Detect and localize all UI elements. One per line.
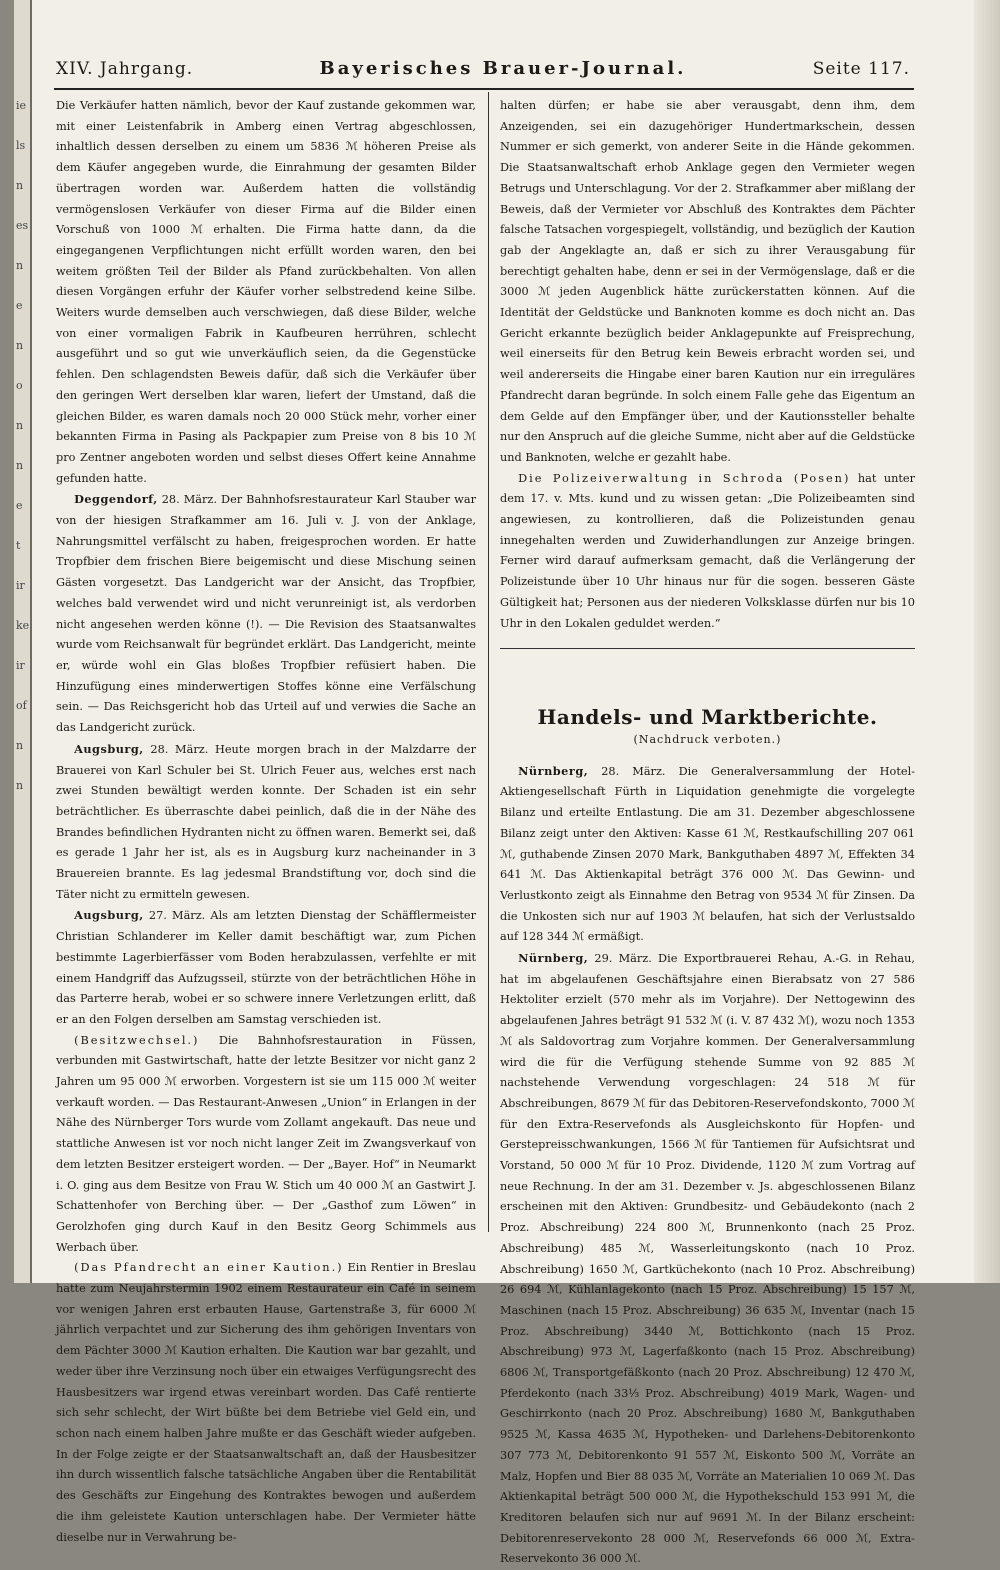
previous-page-fragment: n [16,779,24,792]
article-deggendorf [56,489,476,738]
article-paragraph: Die Verkäufer hatten nämlich, bevor der Kauf zustande gekommen war, mit einer Leistenfabrik in Amberg einen Vertrag abgeschlossen, inhaltlich dessen derselben zu einem um 5836 ℳ höheren Preise als dem Käufer angegeben wurde, die Einrahmung der gesamten Bilder übertragen worden war. Außerdem hatten die vollständig vermögenslosen Verkäufer von dieser Firma auf die Bilder einen Vorschuß von 1000 ℳ erhalten. Die Firma hatte dann, da die eingegangenen Verpflichtungen nicht erfüllt worden waren, den bei weitem größten Teil der Bilder als Pfand zurückbehalten. Von allen diesen Vorgängen erfuhr der Käufer vorher selbstredend keine Silbe. Weiters wurde demselben auch verschwiegen, daß diese Bilder, welche von einer vormaligen Fabrik in Kaufbeuren herrühren, schlecht ausgeführt und so gut wie unverkäuflich seien, da die Gegenstücke fehlen. Den schlagendsten Beweis dafür, daß sich die Verkäufer über den geringen Wert derselben klar waren, liefert der Umstand, daß die gleichen Bilder, es waren damals noch 20 000 Stück mehr, vorher einer bekannten Firma in Pasing als Packpapier zum Preise von 8 bis 10 ℳ pro Zentner angeboten worden und selbst dieses Offert keine Annahme gefunden hatte. [56,99,476,485]
article-text: 28. März. Heute morgen brach in der Malzdarre der Brauerei von Karl Schuler bei St. Ulrich Feuer aus, welches erst nach zwei Stunden bewältigt werden konnte. Der Schaden ist ein sehr beträchtlicher. Es überraschte dabei peinlich, daß die in der Nähe des Brandes befindlichen Hydranten nicht zu öffnen waren. Bemerkt sei, daß es gerade 1 Jahr her ist, als es in Augsburg kurz nacheinander in 3 Brauereien brannte. Es lag jedesmal Brandstiftung vor, doch sind die Täter nicht zu ermitteln gewesen. [56,742,476,901]
article-text: 28. März. Die Generalversammlung der Hotel-Aktiengesellschaft Fürth in Liquidation genehmigte die vorgelegte Bilanz und erteilte Entlastung. Die am 31. Dezember abgeschlossene Bilanz zeigt unter den Aktiven: Kasse 61 ℳ, Restkaufschilling 207 061 ℳ, guthabende Zinsen 2070 Mark, Bankguthaben 4897 ℳ, Effekten 34 641 ℳ. Das Aktienkapital beträgt 376 000 ℳ. Das Gewinn- und Verlustkonto zeigt als Einnahme den Betrag von 9534 ℳ für Zinsen. Da die Unkosten sich nur auf 1903 ℳ belaufen, hat sich der Verlustsaldo auf 128 344 ℳ ermäßigt. [500,764,915,944]
journal-page [14,0,1000,1566]
section-title: Handels- und Marktberichte. [537,705,878,730]
article-pfandrecht [56,1258,476,1548]
page-spine [974,0,1000,1283]
previous-page-fragment: ls [16,139,26,152]
dateline-place: Nürnberg, [518,763,589,778]
article-text: Die Bahnhofsrestauration in Füssen, verbunden mit Gastwirtschaft, hatte der letzte Besitzer vor nicht ganz 2 Jahren um 95 000 ℳ erworben. Vorgestern ist sie um 115 000 ℳ weiter verkauft worden. — Das Restaurant-Anwesen „Union“ in Erlangen in der Nähe des Nürnberger Tors wurde vom Zollamt angekauft. Das neue und stattliche Anwesen ist vor noch nicht langer Zeit im Zwangsverkauf von dem letzten Besitzer ersteigert worden. — Der „Bayer. Hof“ in Neumarkt i. O. ging aus dem Besitze von Frau W. Stich um 40 000 ℳ an Gastwirt J. Schattenhofer von Berching über. — Der „Gasthof zum Löwen“ in Gerolzhofen ging durch Kauf in den Besitz Georg Schimmels aus Werbach über. [56,1033,476,1254]
previous-page-fragment: ie [16,99,27,112]
header-rule [54,88,914,90]
article-continuation: halten dürfen; er habe sie aber verausgabt, denn ihm, dem Anzeigenden, sei ein dazugehöriger Hundertmarkschein, dessen Nummer er sich gemerkt, von anderer Seite in die Hände gekommen. Die Staatsanwaltschaft erhob Anklage gegen den Vermieter wegen Betrugs und Unterschlagung. Vor der 2. Strafkammer aber mißlang der Beweis, daß der Vermieter vor Abschluß des Kontraktes dem Pächter falsche Tatsachen vorgespiegelt, vollständig, und bezüglich der Kaution gab der Angeklagte an, daß er sich zu ihrer Verausgabung für berechtigt gehalten habe, denn er sei in der Vermögenslage, daß er die 3000 ℳ jeden Augenblick hätte zurückerstatten können. Auf die Identität der Geldstücke und Banknoten komme es doch nicht an. Das Gericht erkannte bezüglich beider Anklagepunkte auf Freisprechung, weil einerseits für den Betrug kein Beweis erbracht worden sei, und weil andererseits die Hingabe einer baren Kaution nur ein irreguläres Pfandrecht daran begründe. In solch einem Falle gehe das Eigentum an dem Gelde auf den Empfänger über, und der Kautionssteller behalte nur den Anspruch auf die gleiche Summe, nicht aber auf die Geldstücke und Banknoten, welche er gezahlt habe. [500,99,915,464]
previous-page-fragment: e [16,299,23,312]
previous-page-fragment: n [16,179,24,192]
previous-page-fragment: n [16,459,24,472]
previous-page-fragment: n [16,419,24,432]
previous-page-fragment: n [16,259,24,272]
page-number: Seite 117. [812,59,910,79]
previous-page-fragment: n [16,339,24,352]
article-lead: (Das Pfandrecht an einer Kaution.) [74,1261,344,1275]
section-subtitle: (Nachdruck verboten.) [633,732,782,746]
previous-page-fragment: ir [16,579,25,592]
previous-page-fragment: e [16,499,23,512]
right-column [500,96,915,1570]
article-lead: (Besitzwechsel.) [74,1033,200,1047]
article-text: 29. März. Die Exportbrauerei Rehau, A.-G. in Rehau, hat im abgelaufenen Geschäftsjahre einen Bierabsatz von 27 586 Hektoliter erzielt (570 mehr als im Vorjahre). Der Nettogewinn des abgelaufenen Jahres beträgt 91 532 ℳ (i. V. 87 432 ℳ), wozu noch 1353 ℳ als Saldovortrag zum Vorjahre kommen. Der Generalversammlung wird die für die Verfügung stehende Summe von 92 885 ℳ nachstehende Verwendung vorgeschlagen: 24 518 ℳ für Abschreibungen, 8679 ℳ für das Debitoren-Reservefondskonto, 7000 ℳ für den Extra-Reservefonds als Ausgleichskonto für Hopfen- und Gerstepreisschwankungen, 1566 ℳ für Tantiemen für Aufsichtsrat und Vorstand, 50 000 ℳ für 10 Proz. Dividende, 1120 ℳ zum Vortrag auf neue Rechnung. In der am 31. Dezember v. Js. abgeschlossenen Bilanz erscheinen mit den Aktiven: Grundbesitz- und Gebäudekonto (nach 2 Proz. Abschreibung) 224 800 ℳ, Brunnenkonto (nach 25 Proz. Abschreibung) 485 ℳ, Wasserleitungskonto (nach 10 Proz. Abschreibung) 1650 ℳ, Gartküchekonto (nach 10 Proz. Abschreibung) 26 694 ℳ, Kühlanlagekonto (nach 15 Proz. Abschreibung) 15 157 ℳ, Maschinen (nach 15 Proz. Abschreibung) 36 635 ℳ, Inventar (nach 15 Proz. Abschreibung) 3440 ℳ, Bottichkonto (nach 15 Proz. Abschreibung) 973 ℳ, Lagerfaßkonto (nach 15 Proz. Abschreibung) 6806 ℳ, Transportgefäßkonto (nach 20 Proz. Abschreibung) 12 470 ℳ, Pferdekonto (nach 33⅓ Proz. Abschreibung) 4019 Mark, Wagen- und Geschirrkonto (nach 20 Proz. Abschreibung) 1680 ℳ, Bankguthaben 9525 ℳ, Kassa 4635 ℳ, Hypotheken- und Darlehens-Debitorenkonto 307 773 ℳ, Debitorenkonto 91 557 ℳ, Eiskonto 500 ℳ, Vorräte an Malz, Hopfen und Bier 88 035 ℳ, Vorräte an Materialien 10 069 ℳ. Das Aktienkapital beträgt 500 000 ℳ, die Hypothekschuld 153 991 ℳ, die Kreditoren belaufen sich nur auf 9691 ℳ. In der Bilanz erscheint: Debitorenreservekonto 28 000 ℳ, Reservefonds 66 000 ℳ, Extra-Reservekonto 36 000 ℳ. [500,952,915,1566]
article-text: hat unter dem 17. v. Mts. kund und zu wissen getan: „Die Polizeibeamten sind angewiesen, zu kontrollieren, daß die Polizeistunden genau innegehalten werden und Zuwiderhandlungen zur Anzeige bringen. Ferner wird darauf aufmerksam gemacht, daß die Verlängerung der Polizeistunde über 10 Uhr hinaus nur für die sogen. besseren Gäste Gültigkeit hat; Personen aus der niederen Volksklasse dürfen nur bis 10 Uhr in den Lokalen geduldet werden.“ [500,471,915,630]
previous-page-fragment: of [16,699,27,712]
article-text: Ein Rentier in Breslau hatte zum Neujahrstermin 1902 einem Restaurateur ein Café in seinem vor wenigen Jahren erst erbauten Hause, Gartenstraße 3, für 6000 ℳ jährlich verpachtet und zur Sicherung des ihm gehörigen Inventars von dem Pächter 3000 ℳ Kaution erhalten. Die Kaution war bar gezahlt, und weder über ihre Verzinsung noch über ein etwaiges Verfügungsrecht des Hausbesitzers war irgend etwas vereinbart worden. Das Café rentierte sich sehr schlecht, der Wirt büßte bei dem Betriebe viel Geld ein, und schon nach einem halben Jahre mußte er das Geschäft wieder aufgeben. In der Folge zeigte er der Staatsanwaltschaft an, daß der Hausbesitzer ihn durch wissentlich falsche tatsächliche Angaben über die Rentabilität des Geschäfts zur Eingehung des Kontraktes bewogen und außerdem die ihm geleistete Kaution unterschlagen habe. Der Vermieter hätte dieselbe nur in Verwahrung be- [56,1261,477,1544]
previous-page-fragment: n [16,739,24,752]
dateline-place: Augsburg, [74,908,144,923]
article-text: 27. März. Als am letzten Dienstag der Schäfflermeister Christian Schlanderer im Keller damit beschäftigt war, zum Pichen bestimmte Lagerbierfässer vom Boden herabzulassen, verfehlte er mit einem Handgriff das Aufzugsseil, stürzte von der beträchtlichen Höhe in das Parterre herab, wobei er so schwere innere Verletzungen erlitt, daß er an den Folgen derselben am Samstag verschieden ist. [56,909,476,1026]
article-besitzwechsel [56,1031,476,1259]
column-divider [488,92,489,1232]
dateline-place: Deggendorf, [74,492,158,507]
left-column [56,96,476,1548]
section-heading [500,707,915,750]
previous-page-fragment: es [16,219,29,232]
volume-label: XIV. Jahrgang. [56,59,194,79]
previous-page-fragment: ir [16,659,25,672]
article-lead: Die Polizeiverwaltung in Schroda (Posen) [518,471,851,485]
previous-page-fragment: ke [16,619,30,632]
journal-title: Bayerisches Brauer-Journal. [319,58,687,79]
article-nuernberg-hotel [500,761,915,948]
dateline-place: Nürnberg, [518,951,589,966]
article-nuernberg-rehau [500,948,915,1570]
previous-page-edge [14,0,32,1283]
article-polizeiverwaltung [500,469,915,635]
dateline-place: Augsburg, [74,741,144,756]
previous-page-fragment: o [16,379,23,392]
section-rule [500,648,915,649]
article-augsburg-accident [56,905,476,1030]
page-header [56,58,910,86]
article-augsburg-fire [56,739,476,906]
article-text: 28. März. Der Bahnhofsrestaurateur Karl Stauber war von der hiesigen Strafkammer am 16. Juli v. J. von der Anklage, Nahrungsmittel verfälscht zu haben, freigesprochen worden. Er hatte Tropfbier dem frischen Biere beigemischt und diese Mischung seinen Gästen vorgesetzt. Das Landgericht war der Ansicht, das Tropfbier, welches bald verwendet wird und nicht verunreinigt ist, als verdorben nicht angesehen werden könne (!). — Die Revision des Staatsanwaltes wurde vom Reichsanwalt für begründet erklärt. Das Landgericht, meinte er, würde wohl ein Glas bloßes Tropfbier refüsiert haben. Die Hinzufügung eines minderwertigen Stoffes könne eine Verfälschung sein. — Das Reichsgericht hob das Urteil auf und verwies die Sache an das Landgericht zurück. [56,493,476,735]
previous-page-fragment: t [16,539,21,552]
